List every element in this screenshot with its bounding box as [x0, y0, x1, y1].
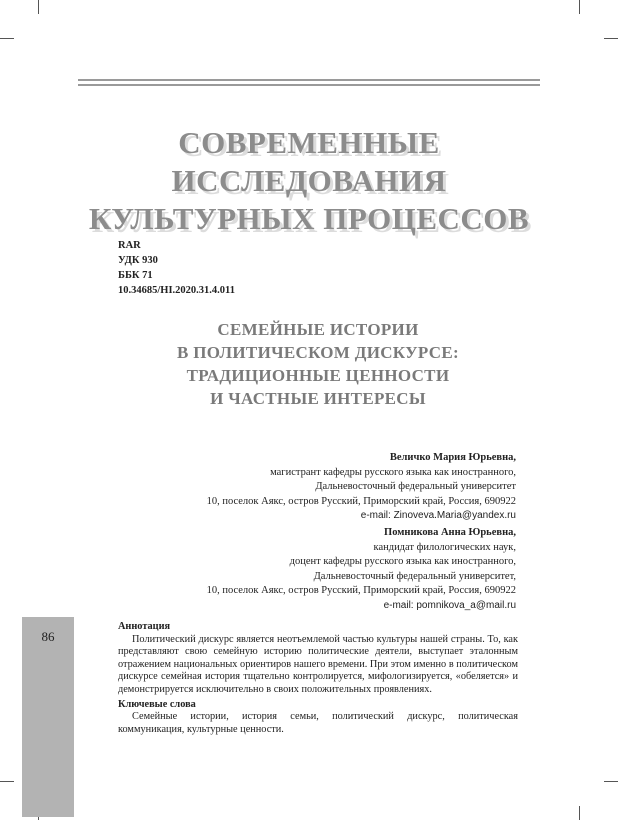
abstract-heading: Аннотация [118, 621, 171, 632]
author-email: e-mail: pomnikova_a@mail.ru [383, 599, 516, 611]
page-number-tab [22, 617, 74, 817]
crop-mark [38, 0, 39, 14]
page-number: 86 [41, 629, 55, 644]
crop-mark [579, 0, 580, 14]
crop-mark [604, 781, 618, 782]
article-title [118, 318, 518, 410]
crop-mark [579, 806, 580, 820]
section-title [78, 124, 540, 238]
crop-mark [0, 38, 14, 39]
author-name: Величко Мария Юрьевна, [389, 452, 516, 463]
article-title-line: И ЧАСТНЫЕ ИНТЕРЕСЫ [210, 389, 426, 408]
author-name: Помникова Анна Юрьевна, [384, 527, 516, 538]
code-bbk: ББК 71 [118, 270, 153, 281]
code-rar: RAR [118, 240, 141, 251]
author-affiliation-line: 10, поселок Аякс, остров Русский, Приморский край, Россия, 690922 [206, 585, 516, 596]
author-affiliation-line: Дальневосточный федеральный университет [315, 481, 516, 492]
author-affiliation-line: кандидат филологических наук, [373, 541, 516, 553]
article-title-line: ТРАДИЦИОННЫЕ ЦЕННОСТИ [186, 366, 450, 385]
keywords-text: Семейные истории, история семьи, политический дискурс, политическая коммуникация, культурные ценности. [118, 711, 518, 735]
code-udk: УДК 930 [118, 255, 158, 266]
header-rule-top [78, 79, 540, 81]
author-affiliation-line: доцент кафедры русского языка как иностранного, [289, 556, 516, 567]
section-title-line: КУЛЬТУРНЫХ ПРОЦЕССОВ [88, 201, 530, 236]
code-doi: 10.34685/HI.2020.31.4.011 [118, 285, 235, 296]
header-rule-bottom [78, 84, 540, 86]
author-email: e-mail: Zinoveva.Maria@yandex.ru [360, 510, 516, 521]
classification-codes [118, 238, 235, 298]
keywords-heading: Ключевые слова [118, 698, 196, 710]
abstract-section [118, 621, 518, 736]
author-affiliation-line: магистрант кафедры русского языка как иностранного, [270, 466, 516, 478]
section-title-line: СОВРЕМЕННЫЕ ИССЛЕДОВАНИЯ [171, 125, 447, 198]
crop-mark [0, 781, 14, 782]
author-affiliation-line: Дальневосточный федеральный университет, [313, 570, 516, 582]
article-title-line: В ПОЛИТИЧЕСКОМ ДИСКУРСЕ: [177, 343, 459, 362]
abstract-text: Политический дискурс является неотъемлемой частью культуры нашей страны. То, как представляют свою семейную историю политические деятели, выступает эталонным отражением национальных ориентиров нашего времени. При этом именно в политическом дискурсе семейная история тщательно контролируется, мифологизируется, «обеляется» и демонстрируется исключительно в своих положительных проявлениях. [118, 633, 518, 695]
author-affiliation-line: 10, поселок Аякс, остров Русский, Приморский край, Россия, 690922 [206, 495, 516, 507]
author-block [136, 526, 516, 613]
crop-mark [604, 38, 618, 39]
author-block [136, 451, 516, 524]
article-title-line: СЕМЕЙНЫЕ ИСТОРИИ [217, 320, 419, 339]
